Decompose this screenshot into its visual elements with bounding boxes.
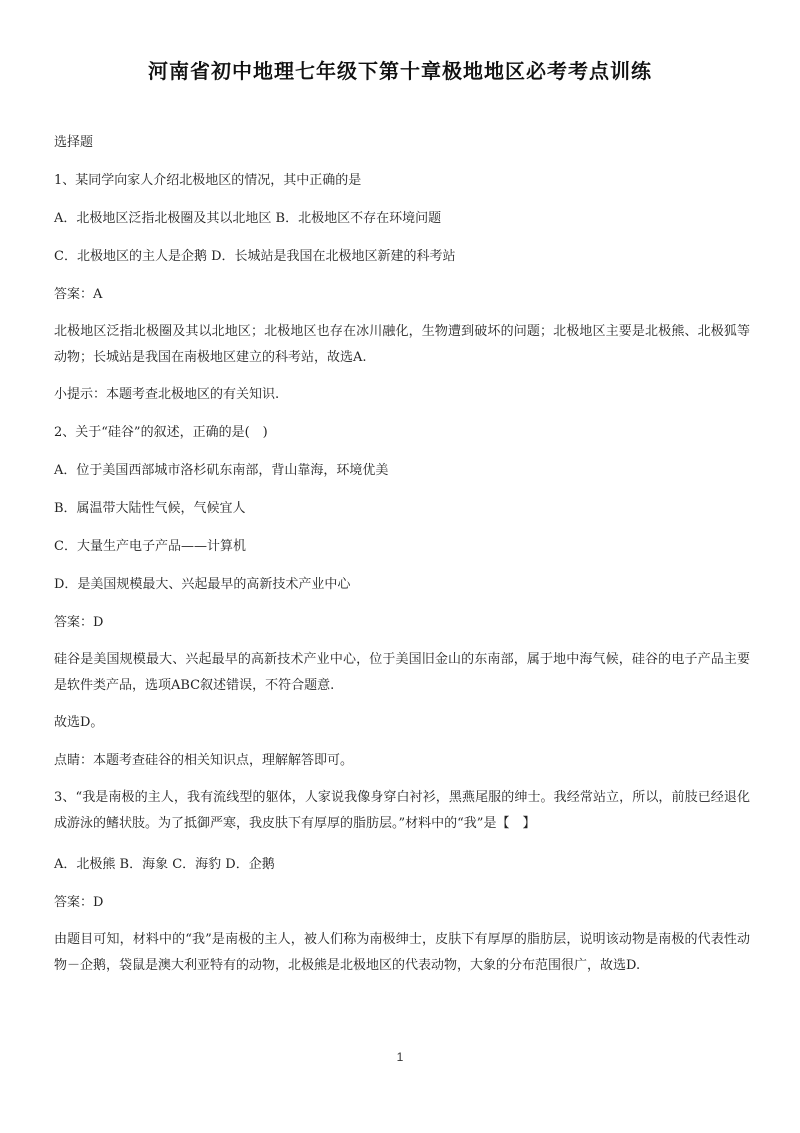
question-2-answer: 答案：D [54, 615, 104, 630]
document-body [54, 133, 750, 979]
page-number: 1 [396, 1050, 404, 1064]
question-2-option-c: C．大量生产电子产品——计算机 [54, 539, 246, 554]
question-2-option-a: A．位于美国西部城市洛杉矶东南部，背山靠海，环境优美 [54, 463, 389, 478]
document-title: 河南省初中地理七年级下第十章极地地区必考考点训练 [148, 59, 652, 83]
question-2-option-d: D．是美国规模最大、兴起最早的高新技术产业中心 [54, 577, 351, 592]
question-1-tip: 小提示：本题考查北极地区的有关知识. [54, 387, 280, 402]
question-1 [54, 171, 750, 405]
question-2-analysis: 硅谷是美国规模最大、兴起最早的高新技术产业中心，位于美国旧金山的东南部，属于地中海气候，硅谷的电子产品主要是软件类产品，选项ABC叙述错误，不符合题意. [54, 652, 750, 693]
question-2-conclusion: 故选D。 [54, 715, 104, 730]
question-3-stem: 3、“我是南极的主人，我有流线型的躯体，人家说我像身穿白衬衫，黑燕尾服的绅士。我经常站立，所以，前肢已经退化成游泳的鳍状肢。为了抵御严寒，我皮肤下有厚厚的脂肪层。”材料中的“我”是【 】 [54, 790, 750, 831]
question-1-answer: 答案：A [54, 287, 103, 302]
question-3-analysis: 由题目可知，材料中的“我”是南极的主人，被人们称为南极绅士，皮肤下有厚厚的脂肪层，说明该动物是南极的代表性动物－企鹅，袋鼠是澳大利亚特有的动物，北极熊是北极地区的代表动物，大象的分布范围很广，故选D. [54, 932, 750, 973]
question-2-comment: 点睛：本题考查硅谷的相关知识点，理解解答即可。 [54, 753, 354, 768]
question-2 [54, 423, 750, 771]
question-3-answer: 答案：D [54, 895, 104, 910]
section-label: 选择题 [54, 135, 94, 150]
question-3-options: A．北极熊 B．海象 C．海豹 D．企鹅 [54, 857, 275, 872]
question-2-option-b: B．属温带大陆性气候，气候宜人 [54, 501, 246, 516]
question-3 [54, 785, 750, 979]
question-1-options-cd: C．北极地区的主人是企鹅 D．长城站是我国在北极地区新建的科考站 [54, 249, 456, 264]
question-1-stem: 1、某同学向家人介绍北极地区的情况，其中正确的是 [54, 173, 362, 188]
question-1-analysis: 北极地区泛指北极圈及其以北地区；北极地区也存在冰川融化，生物遭到破坏的问题；北极地区主要是北极熊、北极狐等动物；长城站是我国在南极地区建立的科考站，故选A. [54, 324, 750, 365]
question-1-options-ab: A．北极地区泛指北极圈及其以北地区 B．北极地区不存在环境问题 [54, 211, 442, 226]
question-2-stem: 2、关于“硅谷”的叙述，正确的是( ) [54, 425, 268, 440]
